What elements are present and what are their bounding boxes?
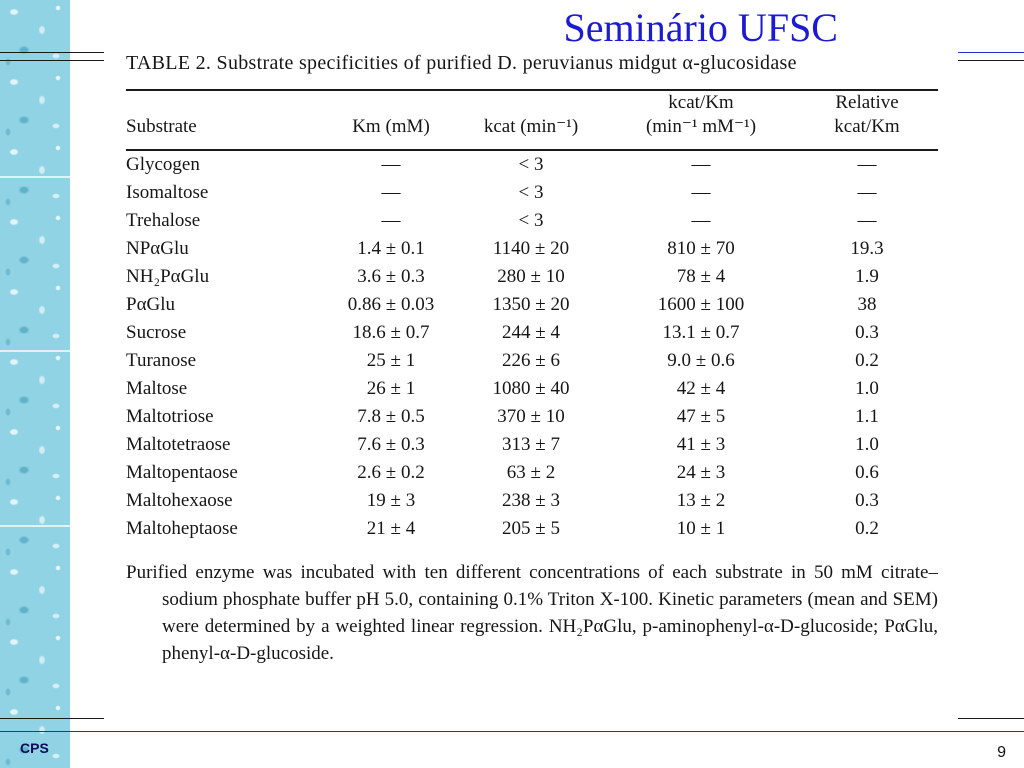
cell-km: 7.8 ± 0.5 [357, 406, 425, 427]
cell-relative: 0.6 [855, 462, 879, 483]
footer-rule-left [0, 718, 104, 719]
cell-kcat: 244 ± 4 [502, 322, 560, 343]
cell-kcat-km: 78 ± 4 [676, 266, 726, 287]
cell-relative: 19.3 [850, 238, 884, 259]
cell-kcat: < 3 [518, 154, 544, 175]
substrate-table [126, 91, 938, 543]
cell-km: 7.6 ± 0.3 [357, 434, 425, 455]
cell-kcat-km: 42 ± 4 [676, 378, 726, 399]
cell-km: — [381, 210, 401, 231]
cell-kcat: < 3 [518, 182, 544, 203]
cell-km: 25 ± 1 [366, 350, 416, 371]
cell-substrate: Maltopentaose [126, 462, 238, 483]
header-substrate: Substrate [126, 116, 197, 137]
cell-relative: 0.2 [855, 350, 879, 371]
cell-kcat: 205 ± 5 [502, 518, 560, 539]
cell-substrate: PαGlu [126, 294, 176, 315]
cell-kcat: 226 ± 6 [502, 350, 560, 371]
slide-title: Seminário UFSC [563, 5, 838, 50]
cell-kcat: 313 ± 7 [502, 434, 560, 455]
cell-relative: — [857, 210, 877, 231]
table-footnote: Purified enzyme was incubated with ten different concentrations of each substrate in 50 mM citrate–sodium phosphate buffer pH 5.0, containing 0.1% Triton X-100. Kinetic parameters (mean and SEM) were determined by a weighted linear regression. NH₂PαGlu, p-aminophenyl-α-D-glucoside; PαGlu, phenyl-α-D-glucoside. [126, 562, 938, 664]
table-row [126, 375, 938, 403]
table-row [126, 347, 938, 375]
cell-substrate: Isomaltose [126, 182, 209, 203]
cell-kcat: 370 ± 10 [497, 406, 565, 427]
scanned-table-document [110, 52, 955, 667]
cell-km: 1.4 ± 0.1 [357, 238, 425, 259]
header-relative-line2: kcat/Km [834, 116, 900, 137]
footer-rule-right [958, 718, 1024, 719]
header-rule-right-2 [958, 60, 1024, 61]
footer-blue-rule [0, 731, 1024, 732]
header-kcat-km [606, 91, 796, 149]
cell-substrate: Sucrose [126, 322, 187, 343]
header-rule-left-1 [0, 52, 104, 53]
cell-substrate: Maltose [126, 378, 188, 399]
cell-substrate: Maltoheptaose [126, 518, 238, 539]
page-number: 9 [997, 744, 1006, 761]
cell-relative: 0.3 [855, 322, 879, 343]
cell-relative: — [857, 154, 877, 175]
table-row [126, 179, 938, 207]
cell-km: 2.6 ± 0.2 [357, 462, 425, 483]
cell-kcat-km: 13.1 ± 0.7 [662, 322, 740, 343]
cell-relative: 1.9 [855, 266, 879, 287]
footer-label: CPS [20, 740, 49, 756]
cell-kcat-km: — [691, 210, 711, 231]
cell-kcat-km: 13 ± 2 [676, 490, 726, 511]
cell-substrate: Maltotriose [126, 406, 214, 427]
table-header-row [126, 91, 938, 149]
header-km: Km (mM) [352, 116, 430, 137]
table-caption: TABLE 2. Substrate specificities of purified D. peruvianus midgut α-glucosidase [126, 52, 797, 74]
table-row [126, 487, 938, 515]
table-row [126, 515, 938, 543]
cell-substrate: Turanose [126, 350, 197, 371]
table-row [126, 263, 938, 291]
header-relative [796, 91, 938, 149]
cell-relative: 0.2 [855, 518, 879, 539]
cell-relative: 1.1 [855, 406, 879, 427]
cell-km: 0.86 ± 0.03 [347, 294, 435, 315]
cell-km: 21 ± 4 [366, 518, 416, 539]
cell-kcat-km: 41 ± 3 [676, 434, 726, 455]
cell-substrate: Trehalose [126, 210, 201, 231]
cell-substrate: Glycogen [126, 154, 200, 175]
table-row [126, 235, 938, 263]
cell-kcat: 280 ± 10 [497, 266, 565, 287]
table-row [126, 319, 938, 347]
cell-relative: — [857, 182, 877, 203]
cell-kcat-km: — [691, 182, 711, 203]
cell-relative: 38 [857, 294, 877, 315]
table-row [126, 291, 938, 319]
cell-relative: 0.3 [855, 490, 879, 511]
cell-kcat-km: — [691, 154, 711, 175]
cell-relative: 1.0 [855, 378, 879, 399]
cell-kcat-km: 10 ± 1 [676, 518, 726, 539]
cell-kcat: 1140 ± 20 [492, 238, 570, 259]
cell-km: 3.6 ± 0.3 [357, 266, 425, 287]
header-rule-left-2 [0, 60, 104, 61]
cell-kcat: 63 ± 2 [506, 462, 556, 483]
cell-kcat-km: 810 ± 70 [667, 238, 735, 259]
cell-kcat: < 3 [518, 210, 544, 231]
header-kcat-km-line1: kcat/Km [668, 92, 734, 113]
cell-km: 18.6 ± 0.7 [352, 322, 430, 343]
cell-kcat-km: 1600 ± 100 [657, 294, 745, 315]
table-row [126, 403, 938, 431]
cell-km: — [381, 154, 401, 175]
table-row [126, 207, 938, 235]
cell-relative: 1.0 [855, 434, 879, 455]
cell-substrate: Maltohexaose [126, 490, 233, 511]
cell-kcat-km: 9.0 ± 0.6 [667, 350, 735, 371]
decorative-water-strip [0, 0, 70, 768]
cell-km: 19 ± 3 [366, 490, 416, 511]
cell-substrate: Maltotetraose [126, 434, 231, 455]
header-relative-line1: Relative [835, 92, 899, 113]
table-row [126, 459, 938, 487]
table-row [126, 151, 938, 179]
header-kcat-km-line2: (min⁻¹ mM⁻¹) [645, 116, 757, 137]
cell-kcat-km: 24 ± 3 [676, 462, 726, 483]
cell-kcat: 1080 ± 40 [492, 378, 570, 399]
cell-kcat: 238 ± 3 [502, 490, 560, 511]
cell-km: 26 ± 1 [366, 378, 416, 399]
cell-substrate: NH₂PαGlu [126, 266, 210, 287]
cell-substrate: NPαGlu [126, 238, 189, 259]
cell-kcat: 1350 ± 20 [492, 294, 570, 315]
cell-kcat-km: 47 ± 5 [676, 406, 726, 427]
table-row [126, 431, 938, 459]
header-kcat: kcat (min⁻¹) [483, 116, 579, 137]
header-rule-right-1 [958, 52, 1024, 53]
cell-km: — [381, 182, 401, 203]
